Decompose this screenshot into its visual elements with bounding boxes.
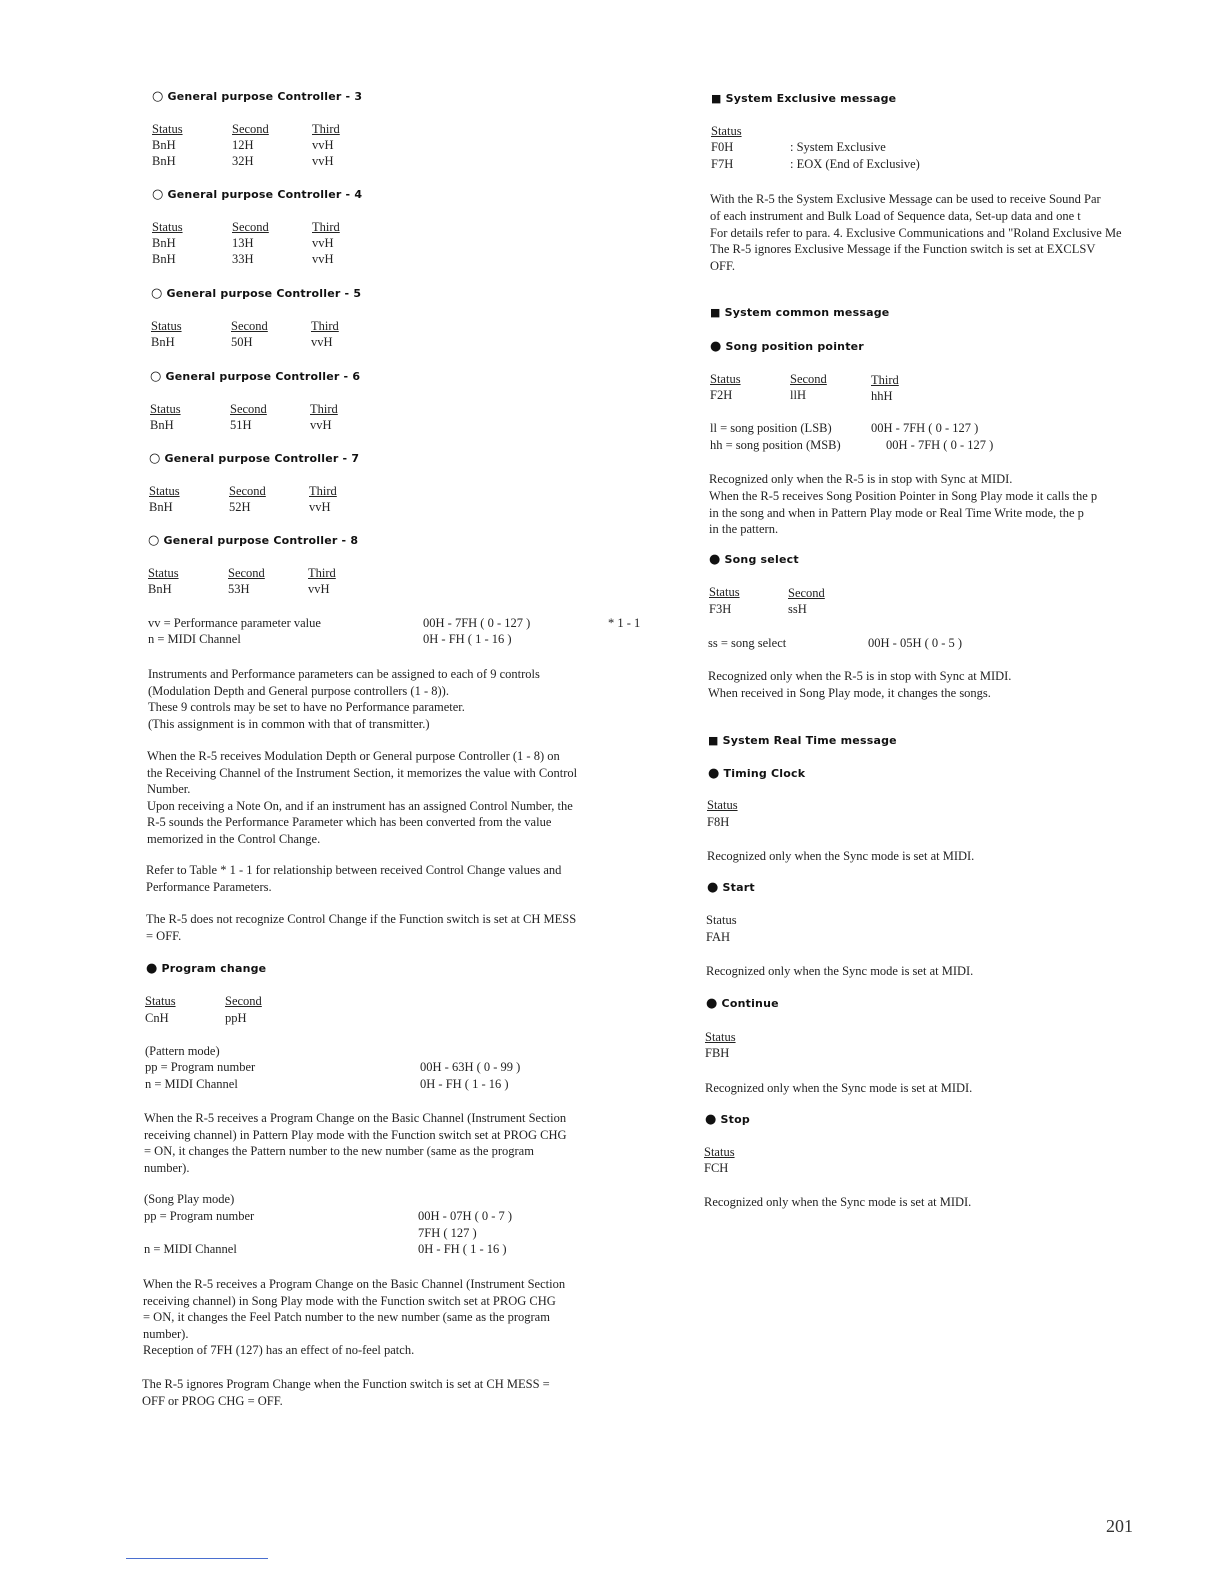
cell: vvH [312, 154, 334, 168]
paragraph-ignore: The R-5 does not recognize Control Change if the Function switch is set at CH MESS = OFF. [146, 912, 577, 943]
circle-icon: ○ [149, 451, 161, 466]
paragraph-refer: Refer to Table * 1 - 1 for relationship between received Control Change values and Performance Parameters. [146, 863, 562, 894]
pp-label: pp = Program number [144, 1209, 255, 1223]
vv-note: * 1 - 1 [608, 616, 641, 630]
n-label: n = MIDI Channel [148, 632, 241, 646]
cell: ssH [788, 602, 807, 616]
square-icon: ■ [708, 734, 719, 747]
col-status: Status [145, 994, 176, 1008]
cell: 51H [230, 418, 252, 432]
hh-label: hh = song position (MSB) [710, 438, 841, 452]
col-second: Second [229, 484, 266, 498]
clock-text: Recognized only when the Sync mode is set at MIDI. [707, 849, 975, 863]
paragraph-sysex: With the R-5 the System Exclusive Message can be used to receive Sound Par of each instrument and Bulk Load of Sequence data, Set-up data and one t For details refer to para. 4. Exclusive Communications and "Roland Exclusive Me The R-5 ignores Exclusive Message if the Function switch is set at EXCLSV OFF. [710, 192, 1122, 274]
bullet-icon: ● [146, 961, 158, 976]
n-range: 0H - FH ( 1 - 16 ) [420, 1077, 509, 1091]
bullet-icon: ● [706, 996, 718, 1011]
col-second: Second [230, 402, 267, 416]
heading-start: ● Start [707, 880, 755, 895]
col-status: Status [707, 798, 738, 812]
hh-range: 00H - 7FH ( 0 - 127 ) [886, 438, 994, 452]
col-status: Status [704, 1145, 735, 1159]
heading-song-select: ● Song select [709, 552, 799, 567]
pp-range: 00H - 07H ( 0 - 7 ) [418, 1209, 513, 1223]
cell: BnH [152, 252, 176, 266]
pp-label: pp = Program number [145, 1060, 256, 1074]
paragraph-spp: Recognized only when the R-5 is in stop with Sync at MIDI. When the R-5 receives Song Position Pointer in Song Play mode it calls the p in the song and when in Pattern Play mode or Real Time Write mode, the p in the pattern. [709, 472, 1098, 537]
heading-stop: ● Stop [705, 1112, 750, 1127]
circle-icon: ○ [150, 369, 162, 384]
heading-gpc3: ○ General purpose Controller - 3 [152, 89, 363, 104]
bullet-icon: ● [709, 552, 721, 567]
col-status: Status [152, 122, 183, 136]
cell: CnH [145, 1011, 169, 1025]
page-number: 201 [1106, 1516, 1133, 1536]
cell: F8H [707, 815, 730, 829]
col-third: Third [312, 220, 340, 234]
cell: F7H [711, 157, 734, 171]
bullet-icon: ● [707, 880, 719, 895]
paragraph-song: When the R-5 receives a Program Change on the Basic Channel (Instrument Section receiving channel) in Song Play mode with the Function switch set at PROG CHG = ON, it changes the Feel Patch number to the new number (same as the program number). Reception of 7FH (127) has an effect of no-feel patch. [143, 1277, 566, 1357]
n-label: n = MIDI Channel [145, 1077, 238, 1091]
col-second: Second [228, 566, 265, 580]
ll-label: ll = song position (LSB) [710, 421, 832, 435]
col-second: Second [232, 122, 269, 136]
pp-range-2: 7FH ( 127 ) [418, 1226, 477, 1240]
col-status: Status [151, 319, 182, 333]
ll-range: 00H - 7FH ( 0 - 127 ) [871, 421, 979, 435]
cell: ppH [225, 1011, 247, 1025]
ss-label: ss = song select [708, 636, 787, 650]
cell: hhH [871, 389, 893, 403]
circle-icon: ○ [152, 187, 164, 202]
heading-gpc8: ○ General purpose Controller - 8 [148, 533, 359, 548]
col-status: Status [152, 220, 183, 234]
col-status: Status [709, 585, 740, 599]
cell: 50H [231, 335, 253, 349]
col-status: Status [150, 402, 181, 416]
col-status: Status [149, 484, 180, 498]
heading-gpc7: ○ General purpose Controller - 7 [149, 451, 360, 466]
vv-range: 00H - 7FH ( 0 - 127 ) [423, 616, 531, 630]
square-icon: ■ [711, 92, 722, 105]
cell: F3H [709, 602, 732, 616]
cell: vvH [312, 236, 334, 250]
paragraph-ssel: Recognized only when the R-5 is in stop with Sync at MIDI. When received in Song Play mode, it changes the songs. [708, 669, 1012, 700]
circle-icon: ○ [152, 89, 164, 104]
cell: F2H [710, 388, 733, 402]
cell: BnH [152, 236, 176, 250]
cell: 13H [232, 236, 254, 250]
col-second: Second [232, 220, 269, 234]
square-icon: ■ [710, 306, 721, 319]
continue-text: Recognized only when the Sync mode is set at MIDI. [705, 1081, 973, 1095]
cell: FCH [704, 1161, 729, 1175]
song-mode: (Song Play mode) [144, 1192, 235, 1206]
bullet-icon: ● [708, 766, 720, 781]
col-second: Second [788, 586, 825, 600]
cell: BnH [152, 154, 176, 168]
paragraph-controls: Instruments and Performance parameters can be assigned to each of 9 controls (Modulation Depth and General purpose controllers (1 - 8)). These 9 controls may be set to have no Performance parameter. (This assignment is in common with that of transmitter.) [148, 667, 540, 731]
cell: FBH [705, 1046, 730, 1060]
pp-range: 00H - 63H ( 0 - 99 ) [420, 1060, 521, 1074]
cell: 53H [228, 582, 250, 596]
col-third: Third [312, 122, 340, 136]
cell: vvH [308, 582, 330, 596]
heading-song-position: ● Song position pointer [710, 339, 864, 354]
n-label: n = MIDI Channel [144, 1242, 237, 1256]
circle-icon: ○ [151, 286, 163, 301]
col-third: Third [310, 402, 338, 416]
cell: 32H [232, 154, 254, 168]
heading-sysex: ■ System Exclusive message [711, 92, 897, 105]
col-third: Third [311, 319, 339, 333]
cell: vvH [309, 500, 331, 514]
col-status: Status [711, 124, 742, 138]
col-second: Second [790, 372, 827, 386]
cell: F0H [711, 140, 734, 154]
cell: 12H [232, 138, 254, 152]
cell: : System Exclusive [790, 140, 886, 154]
col-third: Third [309, 484, 337, 498]
cell: BnH [148, 582, 172, 596]
n-range: 0H - FH ( 1 - 16 ) [423, 632, 512, 646]
cell: BnH [152, 138, 176, 152]
cell: BnH [151, 335, 175, 349]
bullet-icon: ● [710, 339, 722, 354]
cell: vvH [311, 335, 333, 349]
cell: BnH [150, 418, 174, 432]
footer-rule [126, 1558, 268, 1559]
cell: vvH [312, 138, 334, 152]
col-status: Status [710, 372, 741, 386]
vv-label: vv = Performance parameter value [148, 616, 321, 630]
heading-program-change: ● Program change [146, 961, 267, 976]
cell: FAH [706, 930, 731, 944]
heading-system-realtime: ■ System Real Time message [708, 734, 897, 747]
cell: vvH [312, 252, 334, 266]
n-range: 0H - FH ( 1 - 16 ) [418, 1242, 507, 1256]
cell: BnH [149, 500, 173, 514]
col-status: Status [148, 566, 179, 580]
cell: llH [790, 388, 806, 402]
heading-gpc5: ○ General purpose Controller - 5 [151, 286, 362, 301]
heading-system-common: ■ System common message [710, 306, 890, 319]
start-text: Recognized only when the Sync mode is set at MIDI. [706, 964, 974, 978]
cell: : EOX (End of Exclusive) [790, 157, 920, 171]
heading-timing-clock: ● Timing Clock [708, 766, 806, 781]
col-second: Second [231, 319, 268, 333]
paragraph-prog-ignore: The R-5 ignores Program Change when the Function switch is set at CH MESS = OFF or PROG CHG = OFF. [142, 1377, 550, 1408]
cell: 52H [229, 500, 251, 514]
heading-gpc4: ○ General purpose Controller - 4 [152, 187, 363, 202]
bullet-icon: ● [705, 1112, 717, 1127]
stop-text: Recognized only when the Sync mode is set at MIDI. [704, 1195, 972, 1209]
paragraph-modulation: When the R-5 receives Modulation Depth or General purpose Controller (1 - 8) on the Receiving Channel of the Instrument Section, it memorizes the value with Control Number. Upon receiving a Note On, and if an instrument has an assigned Control Number, the R-5 sounds the Performance Parameter which has been converted from the value memorized in the Control Change. [147, 749, 578, 846]
col-second: Second [225, 994, 262, 1008]
ss-range: 00H - 05H ( 0 - 5 ) [868, 636, 963, 650]
circle-icon: ○ [148, 533, 160, 548]
col-status: Status [706, 913, 737, 927]
heading-gpc6: ○ General purpose Controller - 6 [150, 369, 361, 384]
col-third: Third [308, 566, 336, 580]
heading-continue: ● Continue [706, 996, 779, 1011]
cell: 33H [232, 252, 254, 266]
cell: vvH [310, 418, 332, 432]
paragraph-pattern: When the R-5 receives a Program Change on the Basic Channel (Instrument Section receiving channel) in Pattern Play mode with the Function switch set at PROG CHG = ON, it changes the Pattern number to the new number (same as the program number). [144, 1111, 567, 1175]
pattern-mode: (Pattern mode) [145, 1044, 220, 1058]
col-status: Status [705, 1030, 736, 1044]
col-third: Third [871, 373, 899, 387]
